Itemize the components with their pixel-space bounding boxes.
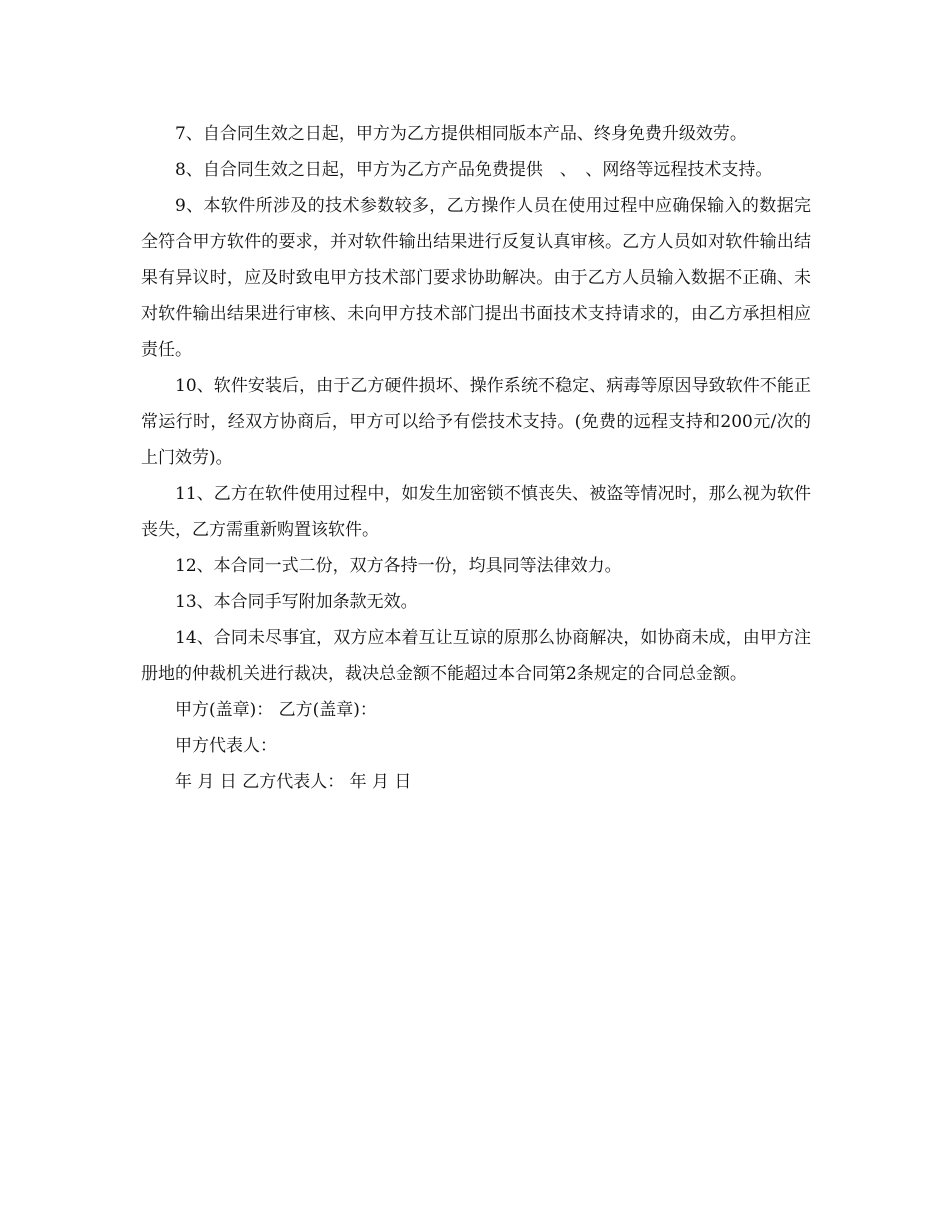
contract-body [141,116,811,800]
signature-date-line: 年 月 日 乙方代表人： 年 月 日 [175,772,412,792]
clause-9: 9、本软件所涉及的技术参数较多，乙方操作人员在使用过程中应确保输入的数据完全符合甲方软件的要求，并对软件输出结果进行反复认真审核。乙方人员如对软件输出结果有异议时，应及时致电甲方技术部门要求协助解决。由于乙方人员输入数据不正确、未对软件输出结果进行审核、未向甲方技术部门提出书面技术支持请求的，由乙方承担相应责任。 [141,196,811,360]
signature-seal-line: 甲方(盖章)： 乙方(盖章)： [175,700,377,720]
clause-14: 14、合同未尽事宜，双方应本着互让互谅的原那么协商解决，如协商未成，由甲方注册地的仲裁机关进行裁决，裁决总金额不能超过本合同第2条规定的合同总金额。 [141,628,811,684]
clause-8: 8、自合同生效之日起，甲方为乙方产品免费提供 、 、网络等远程技术支持。 [175,160,773,180]
clause-13: 13、本合同手写附加条款无效。 [175,592,418,612]
signature-representative-line: 甲方代表人： [175,736,277,756]
clause-12: 12、本合同一式二份，双方各持一份，均具同等法律效力。 [175,556,622,576]
clause-11: 11、乙方在软件使用过程中，如发生加密锁不慎丧失、被盗等情况时，那么视为软件丧失，乙方需重新购置该软件。 [141,484,811,540]
clause-7: 7、自合同生效之日起，甲方为乙方提供相同版本产品、终身免费升级效劳。 [175,124,747,144]
clause-10: 10、软件安装后，由于乙方硬件损坏、操作系统不稳定、病毒等原因导致软件不能正常运行时，经双方协商后，甲方可以给予有偿技术支持。(免费的远程支持和200元/次的上门效劳)。 [141,376,811,468]
